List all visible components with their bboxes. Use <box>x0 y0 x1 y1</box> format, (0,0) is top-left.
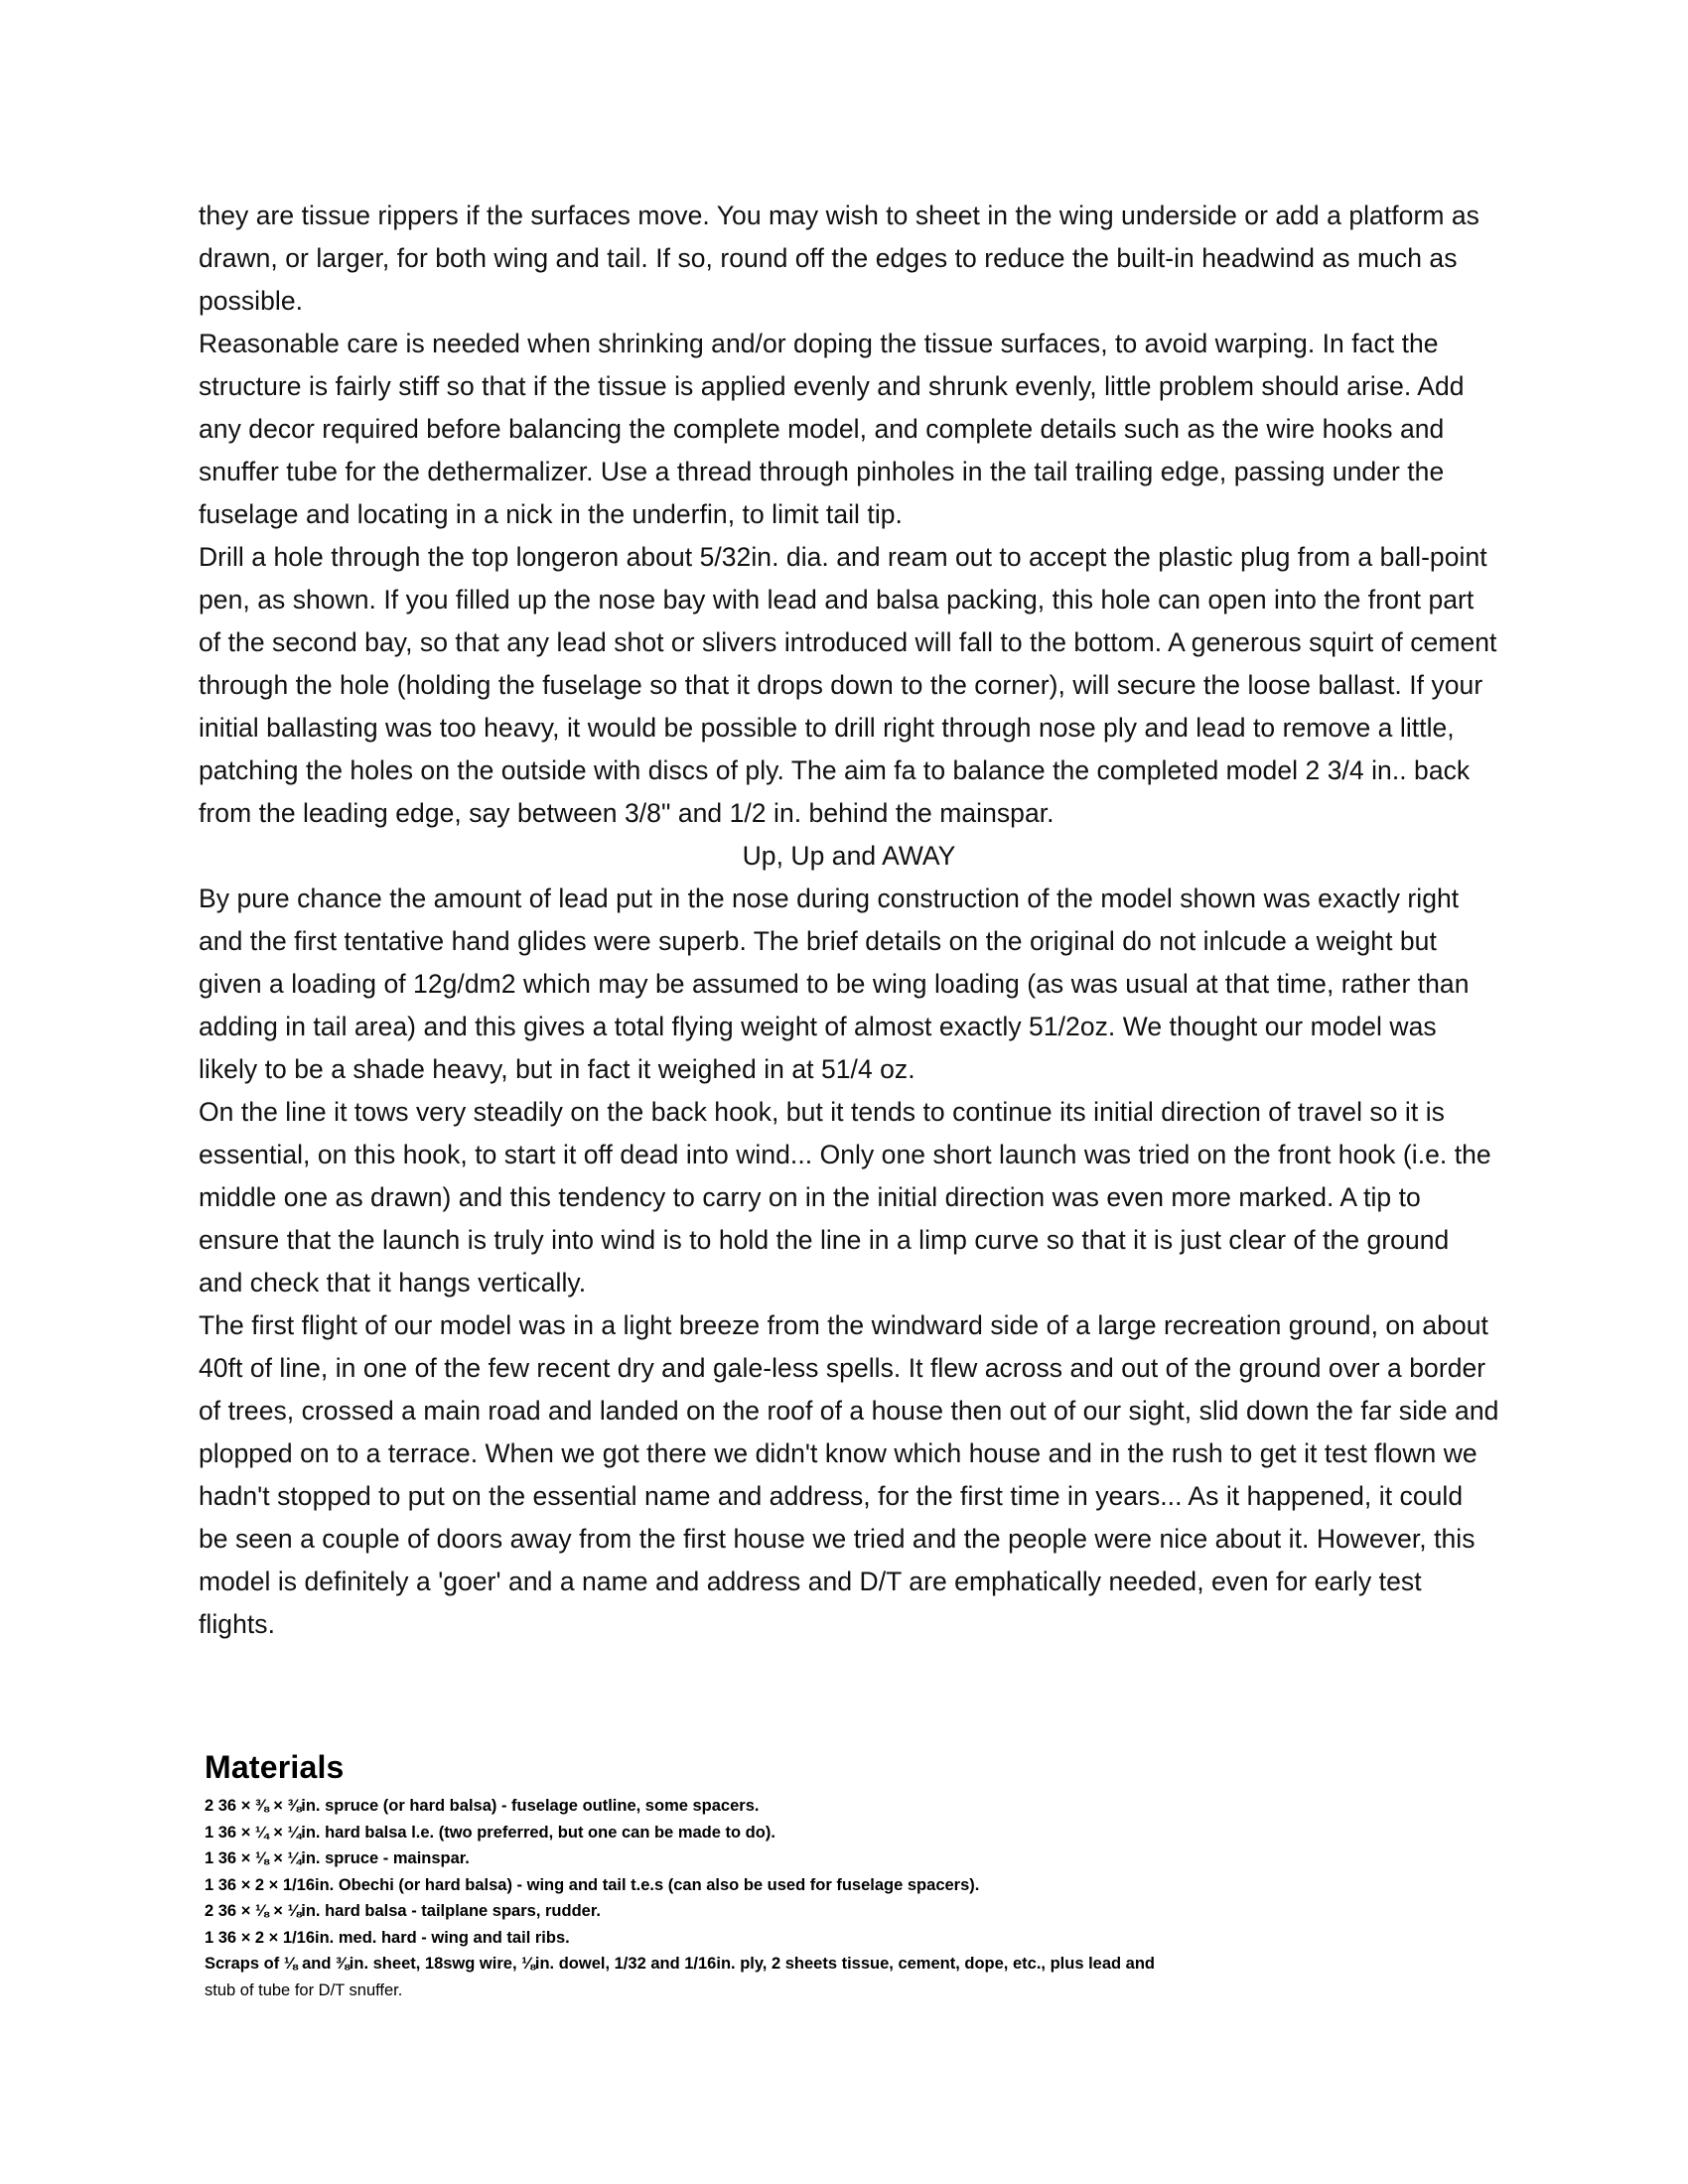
materials-item: 1 36 × ¼ × ¼in. hard balsa l.e. (two preferred, but one can be made to do). <box>205 1823 775 1842</box>
materials-item: 1 36 × 2 × 1/16in. med. hard - wing and tail ribs. <box>205 1928 570 1947</box>
materials-list <box>205 1747 1495 2003</box>
materials-item: Scraps of ⅛ and ⅜in. sheet, 18swg wire, ⅛in. dowel, 1/32 and 1/16in. ply, 2 sheets tissue, cement, dope, etc., plus lead and <box>205 1955 1156 1973</box>
materials-item: 2 36 × ⅛ × ⅛in. hard balsa - tailplane spars, rudder. <box>205 1902 601 1920</box>
materials-item: 1 36 × ⅛ × ¼in. spruce - mainspar. <box>205 1849 470 1867</box>
materials-item: stub of tube for D/T snuffer. <box>205 1980 403 1999</box>
paragraph-4: By pure chance the amount of lead put in the nose during construction of the model shown was exactly right and the first tentative hand glides were superb. The brief details on the original do not inlcude a weight but given a loading of 12g/dm2 which may be assumed to be wing loading (as was usual at that time, rather than adding in tail area) and this gives a total flying weight of almost exactly 51/2oz. We thought our model was likely to be a shade heavy, but in fact it weighed in at 51/4 oz. <box>199 884 1470 1084</box>
paragraph-2: Reasonable care is needed when shrinking and/or doping the tissue surfaces, to avoid warping. In fact the structure is fairly stiff so that if the tissue is applied evenly and shrunk evenly, little problem should arise. Add any decor required before balancing the complete model, and complete details such as the wire hooks and snuffer tube for the dethermalizer. Use a thread through pinholes in the tail trailing edge, passing under the fuselage and locating in a nick in the underfin, to limit tail tip. <box>199 329 1465 529</box>
article-body <box>199 195 1499 1646</box>
section-heading: Up, Up and AWAY <box>742 841 956 871</box>
materials-title: Materials <box>205 1749 345 1785</box>
paragraph-3: Drill a hole through the top longeron about 5/32in. dia. and ream out to accept the plastic plug from a ball-point pen, as shown. If you filled up the nose bay with lead and balsa packing, this hole can open into the front part of the second bay, so that any lead shot or slivers introduced will fall to the bottom. A generous squirt of cement through the hole (holding the fuselage so that it drops down to the corner), will secure the loose ballast. If your initial ballasting was too heavy, it would be possible to drill right through nose ply and lead to remove a little, patching the holes on the outside with discs of ply. The aim fa to balance the completed model 2 3/4 in.. back from the leading edge, say between 3/8" and 1/2 in. behind the mainspar. <box>199 542 1497 828</box>
materials-item: 2 36 × ⅜ × ⅜in. spruce (or hard balsa) - fuselage outline, some spacers. <box>205 1797 760 1815</box>
materials-item: 1 36 × 2 × 1/16in. Obechi (or hard balsa) - wing and tail t.e.s (can also be used for fuselage spacers). <box>205 1875 980 1894</box>
paragraph-1: they are tissue rippers if the surfaces move. You may wish to sheet in the wing underside or add a platform as drawn, or larger, for both wing and tail. If so, round off the edges to reduce the built-in headwind as much as possible. <box>199 201 1479 316</box>
paragraph-5: On the line it tows very steadily on the back hook, but it tends to continue its initial direction of travel so it is essential, on this hook, to start it off dead into wind... Only one short launch was tried on the front hook (i.e. the middle one as drawn) and this tendency to carry on in the initial direction was even more marked. A tip to ensure that the launch is truly into wind is to hold the line in a limp curve so that it is just clear of the ground and check that it hangs vertically. <box>199 1097 1491 1297</box>
paragraph-6: The first flight of our model was in a light breeze from the windward side of a large recreation ground, on about 40ft of line, in one of the few recent dry and gale-less spells. It flew across and out of the ground over a border of trees, crossed a main road and landed on the roof of a house then out of our sight, slid down the far side and plopped on to a terrace. When we got there we didn't know which house and in the rush to get it test flown we hadn't stopped to put on the essential name and address, for the first time in years... As it happened, it could be seen a couple of doors away from the first house we tried and the people were nice about it. However, this model is definitely a 'goer' and a name and address and D/T are emphatically needed, even for early test flights. <box>199 1310 1499 1639</box>
